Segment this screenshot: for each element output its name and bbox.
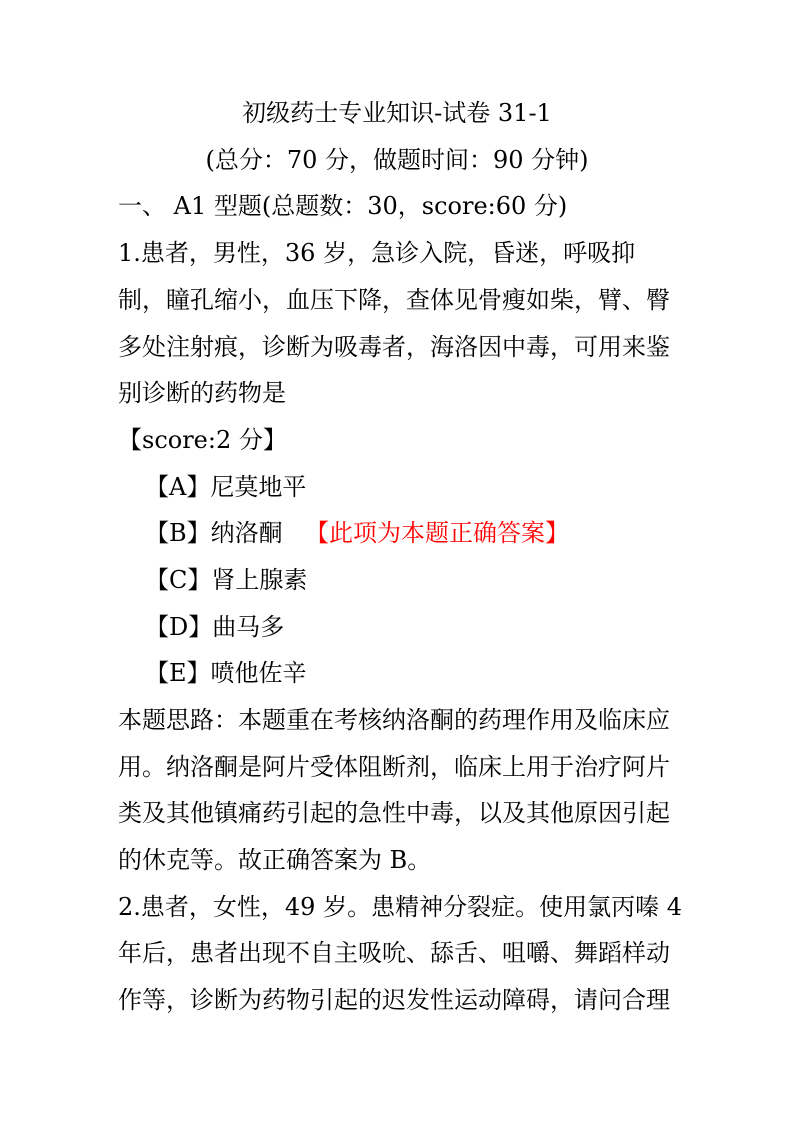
question-2-stem-line: 作等，诊断为药物引起的迟发性运动障碍，请问合理 bbox=[118, 986, 670, 1014]
option-c-label: 【C】 bbox=[145, 566, 212, 594]
option-e-label: 【E】 bbox=[145, 659, 211, 687]
question-1-score: 【score:2 分】 bbox=[118, 426, 287, 454]
option-b-text: 纳洛酮 bbox=[210, 519, 283, 547]
exam-info: (总分：70 分，做题时间：90 分钟) bbox=[205, 146, 589, 174]
option-a-label: 【A】 bbox=[145, 473, 211, 501]
explanation-line: 的休克等。故正确答案为 B。 bbox=[118, 846, 432, 874]
option-d-text: 曲马多 bbox=[212, 613, 285, 641]
option-c-text: 肾上腺素 bbox=[211, 566, 308, 594]
question-2-stem-line: 2.患者，女性，49 岁。患精神分裂症。使用氯丙嗪 4 bbox=[118, 893, 682, 921]
explanation-line: 类及其他镇痛药引起的急性中毒，以及其他原因引起 bbox=[118, 799, 670, 827]
option-a-text: 尼莫地平 bbox=[210, 473, 307, 501]
option-c bbox=[145, 568, 307, 592]
option-b bbox=[145, 521, 283, 545]
correct-answer-mark: 【此项为本题正确答案】 bbox=[305, 519, 569, 547]
option-e bbox=[145, 661, 307, 685]
section-heading: 一、 A1 型题(总题数：30，score:60 分) bbox=[118, 192, 568, 220]
question-2-stem-line: 年后，患者出现不自主吸吮、舔舌、咀嚼、舞蹈样动 bbox=[118, 939, 670, 967]
option-e-text: 喷他佐辛 bbox=[210, 659, 307, 687]
question-1-stem-line: 1.患者，男性，36 岁，急诊入院，昏迷，呼吸抑 bbox=[118, 239, 636, 267]
question-1-stem-line: 制，瞳孔缩小，血压下降，查体见骨瘦如柴，臂、臀 bbox=[118, 286, 670, 314]
option-d bbox=[145, 615, 284, 639]
question-1-stem-line: 别诊断的药物是 bbox=[118, 379, 286, 407]
option-a bbox=[145, 475, 306, 499]
page-title: 初级药士专业知识-试卷 31-1 bbox=[242, 99, 552, 127]
question-1-stem-line: 多处注射痕，诊断为吸毒者，海洛因中毒，可用来鉴 bbox=[118, 333, 670, 361]
option-d-label: 【D】 bbox=[145, 613, 213, 641]
explanation-line: 本题思路：本题重在考核纳洛酮的药理作用及临床应 bbox=[118, 706, 670, 734]
option-b-label: 【B】 bbox=[145, 519, 211, 547]
explanation-line: 用。纳洛酮是阿片受体阻断剂，临床上用于治疗阿片 bbox=[118, 753, 670, 781]
